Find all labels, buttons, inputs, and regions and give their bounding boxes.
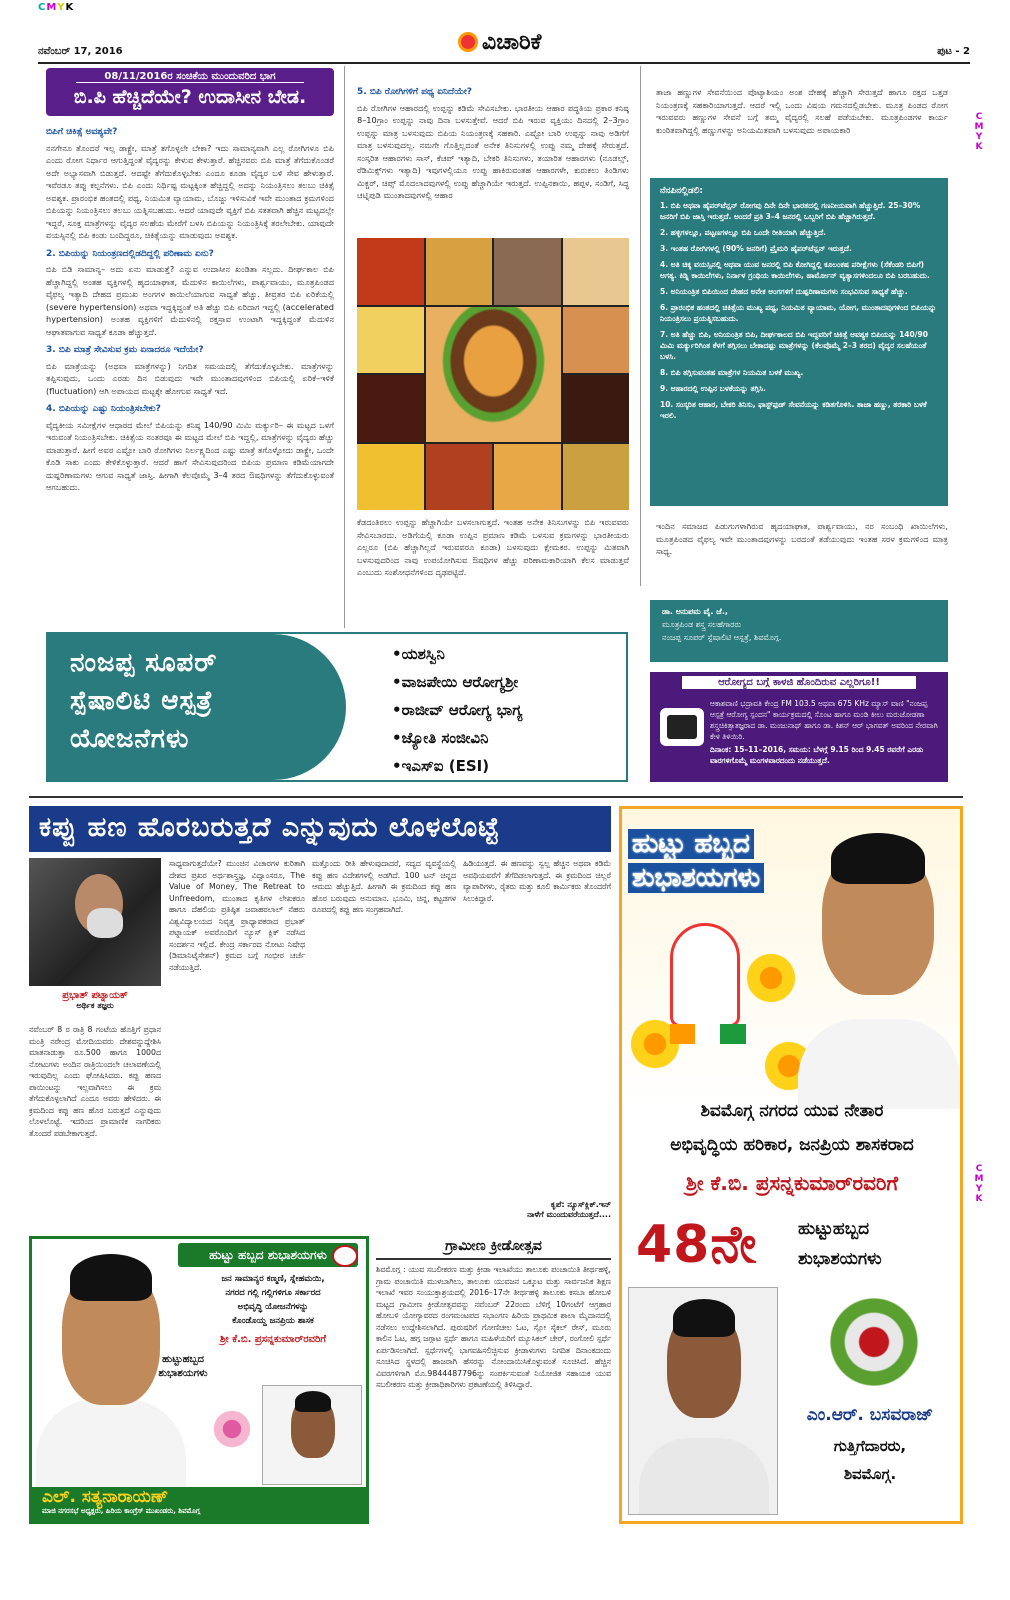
radio-icon	[660, 708, 704, 746]
author-name: ಪ್ರಭಾತ್ ಪಟ್ನಾಯಕ್	[62, 990, 128, 1001]
rural-sports-title: ಗ್ರಾಮೀಣ ಕ್ರೀಡೋತ್ಸವ	[376, 1238, 611, 1260]
continued-note	[463, 1200, 611, 1230]
tribute-line: ನಗರದ ಗಲ್ಲಿ ಗಲ್ಲಿಗಳಿಗೂ ಸರ್ಕಾರದ	[225, 1288, 321, 1298]
leader-name: ಶ್ರೀ ಕೆ.ಬಿ. ಪ್ರಸನ್ನಕುಮಾರ್‌ರವರಿಗೆ	[685, 1171, 899, 1195]
black-money-col2: ಸಾಧ್ಯವಾಗುತ್ತದೆಯೇ? ಮುಂಚಿನ ವಿಚಾರಗಳ ಕುರಿತಾಗಿ ದೇಶದ ಪ್ರಖರ ಅರ್ಥಶಾಸ್ತ್ರಜ್ಞ, ವಿದ್ವಾಂಸರೂ, The Value of Money, The Retreat to Unfreedom, ಮುಂತಾದ ಕೃತಿಗಳ ಲೇಖಕರೂ ಹಾಗೂ ದೆಹಲಿಯ ಪ್ರತಿಷ್ಠಿತ ಜವಾಹರಲಾಲ್ ನೆಹರು ವಿಶ್ವವಿದ್ಯಾಲಯದ ನಿವೃತ್ತ ಪ್ರಾಧ್ಯಾಪಕರಾದ ಪ್ರಭಾತ್ ಪಟ್ನಾಯಕ್ ಅವರೊಂದಿಗೆ ನ್ಯೂಸ್ ಕ್ಲಿಕ್ ನಡೆಸಿದ ಸಂದರ್ಶನ ಇಲ್ಲಿದೆ. ಕೇಂದ್ರ ಸರ್ಕಾರದ ನೋಟು ನಿಷೇಧ (ಡಿಮಾನಿಟೈಸೇಶನ್) ಕ್ರಮದ ಬಗ್ಗೆ ಗಂಭೀರ ಚರ್ಚೆ ನಡೆಯುತ್ತಿದೆ.	[169, 859, 305, 972]
leader-photo	[822, 845, 934, 995]
section-heading: 5. ಬಿಪಿ ರೋಗಿಗಳಿಗೆ ಪಥ್ಯ ಏನಿದೆಯೇ?	[357, 87, 473, 97]
section-text: ನನಗೇನೂ ತೊಂದರೆ ಇಲ್ಲ ಡಾಕ್ಟ್ರೇ, ಮಾತ್ರೆ ತಗೊಳ್ಳಲೇ ಬೇಕಾ? ಇದು ಸಾಮಾನ್ಯವಾಗಿ ಎಲ್ಲ ರೋಗಿಗಳೂ ಬಿಪಿ ಎಂದು ರೋಗ ನಿರ್ಧಾರ ಆಗುತ್ತಿದ್ದಂತೆ ವೈದ್ಯರನ್ನು ಕೇಳುವ ಕೇಳುತ್ತಾರೆ. ಹೆಚ್ಚಿನವರು ಬಿಪಿ ಮಾತ್ರೆ ತೆಗೆದುಕೊಂಡರೆ ಅದೇ ಅಭ್ಯಾಸವಾಗಿ ಬಿಡುತ್ತದೆ. ಆದಷ್ಟೇ ತೆಗೆದುಕೊಳ್ಳಬೇಕು ಎಂದೂ ಕೂಡಾ ವೈದ್ಯರ ಬಳಿ ಸೇವ ಹೇಳುತ್ತಾರೆ. ಇವೆರಡೂ ತಪ್ಪು ಕಲ್ಪನೆಗಳು. ಬಿಪಿ ಎಂದು ನಿರ್ಧಿಷ್ಟ ಮಟ್ಟಕ್ಕಿಂತ ಹೆಚ್ಚಿದ್ದಲ್ಲಿ ಅದನ್ನು ನಿಯಂತ್ರಿಸಲು ತಲಬು ಚಿಕಿತ್ಸೆ ಅವಶ್ಯಕ. ಪ್ರಾರಂಭಿಕ ಹಂತದಲ್ಲಿ ಪಥ್ಯ, ನಿಯಮಿತ ವ್ಯಾಯಾಮ, ಬೊಜ್ಜು ಇಳಿಸುವಿಕೆ ಇವೇ ಮುಂತಾದ ಕ್ರಮಗಳಿಂದ ಬಿಪಿಯನ್ನು ನಿಯಂತ್ರಿಸಲು ತಲಬು ಯತ್ನಿಸಬಹುದು. ಆದರೆ ಯಾವುದೇ ವ್ಯಕ್ತಿಗೆ ಬಿಪಿ ಸತತವಾಗಿ ಹೆಚ್ಚಿನ ಮಟ್ಟದಲ್ಲೇ ಇದ್ದರೆ, ಸೂಕ್ತ ಮಾತ್ರೆಗಳನ್ನು ವೈದ್ಯರ ಸಲಹೆಯ ಮೇರೆಗೆ ಬಳಸಿ ಬಿಪಿಯನ್ನು ನಿಯಂತ್ರಿಸಿಕ್ಕೆ ತರಲೇಬೇಕು. ಯಾವುದೇ ವಯಸ್ಸಿನಲ್ಲಿ ಬಿಪಿ ಕಂಡು ಬಂದಿದ್ದರೂ, ಚಿಕಿತ್ಸೆಯನ್ನು ಮಾಡುವುದು ಅವಶ್ಯಕ.	[46, 142, 334, 240]
section-heading: 3. ಬಿಪಿ ಮಾತ್ರೆ ಸೇವಿಸುವ ಕ್ರಮ ಏನಾದರೂ ಇದೆಯೇ?	[46, 345, 204, 355]
soda-image	[563, 375, 630, 442]
section-text: ಬಿಪಿ ಬಿಡಿ ಸಾಮಾನ್ಯ– ಅದು ಏನು ಮಾಡುತ್ತೆ? ಎನ್ನುವ ಉದಾಸೀನ ಖಂಡಿತಾ ಸಲ್ಲದು. ದೀರ್ಘಕಾಲ ಬಿಪಿ ಹೆಚ್ಚಾಗಿದ್ದಲ್ಲಿ ಅಂತಹ ವ್ಯಕ್ತಿಗಳಲ್ಲಿ ಹೃದಯಾಘಾತ, ಮೆದುಳಿನ ಕಾಯಿಲೆಗಳು, ಪಾರ್ಶ್ವವಾಯು, ಮೂತ್ರಪಿಂಡದ ವೈಫಲ್ಯ ಇತ್ಯಾದಿ ದೇಹದ ಪ್ರಮುಖ ಅಂಗಗಳ ಕಾಯಿಲೆಯಾಗುವ ಸಾಧ್ಯತೆ ಹೆಚ್ಚು. ತೀವ್ರತರ ಬಿಪಿ ಏರಿಕೆಯಲ್ಲಿ (severe hypertension) ಅಥವಾ ಇದ್ದಕ್ಕಿದ್ದಂತೆ ಅತಿ ಹೆಚ್ಚು ಬಿಪಿ ಏರಿದಾಗ ಇದ್ದಲ್ಲಿ (accelerated hypertension) ಅಂತಹ ವ್ಯಕ್ತಿಗಳಿಗೆ ಮೆದುಳಿನಲ್ಲಿ ರಕ್ತಸ್ರಾವ ಉಂಟಾಗಿ ಇದ್ದಕ್ಕಿದ್ದಂತೆ ಮೆದುಳಿನ ಆಘಾತವಾಗುವ ಸಾಧ್ಯತೆ ಕೂಡಾ ಹೆಚ್ಚುತ್ತದೆ.	[46, 264, 334, 337]
scheme-item: •ವಾಜಪೇಯಿ ಆರೋಗ್ಯಶ್ರೀ	[392, 673, 519, 691]
scheme-list	[392, 640, 522, 780]
section-heading: 2. ಬಿಪಿಯನ್ನು ನಿಯಂತ್ರಣದಲ್ಲಿಡದಿದ್ದಲ್ಲಿ ಪರಿಣಾಮ ಏನು?	[46, 248, 214, 259]
scheme-item: •ಜ್ಯೋತಿ ಸಂಜೀವಿನಿ	[392, 729, 489, 747]
author-photo	[29, 858, 161, 986]
side-cmyk-mark-top: C M Y K	[974, 112, 984, 152]
burger-image	[426, 307, 561, 442]
section-text: ಬಿಪಿ ರೋಗಿಗಳ ಆಹಾರದಲ್ಲಿ ಉಪ್ಪನ್ನು ಕಡಿಮೆ ಸೇವಿಸಬೇಕು. ಭಾರತೀಯ ಆಹಾರ ಪದ್ಧತಿಯ ಪ್ರಕಾರ ಕನಿಷ್ಠ 8–10ಗ್ರಾಂ ಉಪ್ಪನ್ನು ನಾವು ದಿನಾ ಬಳಸುತ್ತೇವೆ. ಆದರೆ ಬಿಪಿ ಇರುವ ವ್ಯಕ್ತಿಯು ದಿನದಲ್ಲಿ 2–3ಗ್ರಾಂ ಉಪ್ಪನ್ನು ಮಾತ್ರ ಬಳಸುವುದು ಬಿಪಿಯ ನಿಯಂತ್ರಣಕ್ಕೆ ಸಹಕಾರಿ. ಎಷ್ಟೋ ಬಾರಿ ಉಪ್ಪನ್ನು ನಾವು ಅಡಿಗೆಗೆ ಮಾತ್ರ ಬಳಸುವುದಲ್ಲ. ನಮಗೇ ಗೊತ್ತಿಲ್ಲದಂತೆ ಅನೇಕ ತಿನಿಸುಗಳಲ್ಲಿ ಉಪ್ಪು ನಮ್ಮ ದೇಹಕ್ಕೆ ಸೇರುತ್ತದೆ. ಸಂಸ್ಕರಿತ ಆಹಾರಗಳು ಸಾಸ್, ಕೆಚಪ್ ಇತ್ಯಾದಿ, ಬೇಕರಿ ತಿನಿಸುಗಳು, ತಯಾರಿತ ಆಹಾರಗಳು (ನೂಡಲ್ಸ್, ರೆಡಿಮಿಕ್ಸ್‌ಗಳು ಇತ್ಯಾದಿ) ಇವುಗಳಲ್ಲಿಯೂ ಉಪ್ಪು ಹಾಕಿರುವಂತಹ ಆಹಾರಗಳೇ, ಕುರುಕಲು ತಿಂಡಿಗಳು ಮಿಕ್ಚರ್, ಚಿಪ್ಸ್ ಮೊದಲಾದವುಗಳಲ್ಲಿ ಉಪ್ಪು ಹೆಚ್ಚಾಗಿಯೇ ಇರುತ್ತದೆ. ಉಪ್ಪಿನಕಾಯಿ, ಹಪ್ಪಳ, ಸಂಡಿಗೆ, ಸಿದ್ಧ ಚಟ್ನಿಪುಡಿ ಮುಂತಾದವುಗಳಲ್ಲಿ ಆಹಾರ	[357, 102, 629, 200]
remember-item: 1. ಬಿಪಿ ಅಥವಾ ಹೈಪರ್‌ಟೆನ್ಷನ್ ರೋಗವು ದಿನೇ ದಿನೇ ಭಾರತದಲ್ಲಿ ಗಣನೀಯವಾಗಿ ಹೆಚ್ಚುತ್ತಿದೆ. 25–30% ಜನರಿಗೆ ಬಿಪಿ ಜಾಸ್ತಿ ಇರುತ್ತದೆ. ಅಂದರೆ ಪ್ರತಿ 3–4 ಜನರಲ್ಲಿ ಒಬ್ಬರಿಗೆ ಬಿಪಿ ಹೆಚ್ಚಾಗಿರುತ್ತದೆ.	[660, 201, 921, 221]
section-divider	[29, 796, 963, 798]
masthead	[38, 30, 970, 64]
remember-item: 8. ಬಿಪಿ ತಗ್ಗಿಸುವಂತಹ ಮಾತ್ರೆಗಳ ನಿಯಮಿತ ಬಳಕೆ ಮುಖ್ಯ.	[660, 368, 804, 377]
nanjappa-hospital-ad	[46, 632, 628, 782]
pizza-image	[357, 238, 424, 305]
radio-details: ಆಕಾಶವಾಣಿ ಭದ್ರಾವತಿ ಕೇಂದ್ರ FM 103.5 ಅಥವಾ 675 KHz ಮ್ಯಾಸ್ ವಾಣಿ "ನಂಜಪ್ಪ ಆಸ್ಪತ್ರೆ ಆರೋಗ್ಯ ಸ್ಪಂದನ" ಕಾರ್ಯಕ್ರಮದಲ್ಲಿ ಸೊಂಟ ಹಾಗೂ ಮಂಡಿ ಕೀಲು ಮರುಜೋಡಣಾ ಶಸ್ತ್ರಚಿಕಿತ್ಸಾತಜ್ಞರಾದ ಡಾ. ಮಂಜುನಾಥ್ ಹಾಗೂ ಡಾ. ಕಿಶನ್ ಆರ್ ಭಾಗವತ್ ಅವರಿಂದ ನೇರವಾಗಿ ಕೇಳಿ ತಿಳಿಯಿರಿ.	[710, 699, 938, 741]
scheme-item: •ಯಶಸ್ವಿನಿ	[392, 645, 445, 663]
cola-image	[357, 375, 424, 442]
column-divider	[344, 66, 345, 628]
remember-item: 5. ಅನಿಯಂತ್ರಿತ ಬಿಪಿಯಿಂದ ದೇಹದ ಅನೇಕ ಅಂಗಗಳಿಗೆ ದುಷ್ಪರಿಣಾಮಗಳು ಸಂಭವಿಸುವ ಸಾಧ್ಯತೆ ಹೆಚ್ಚು.	[660, 287, 908, 296]
radio-schedule: ದಿನಾಂಕ: 15–11–2016, ಸಮಯ: ಬೆಳಗ್ಗೆ 9.15 ರಿಂದ 9.45 ರವರೆಗೆ ಎರಡು ವಾರಗಳಿಗೊಮ್ಮೆ ಮಂಗಳವಾರದಂದು ನಡೆಯುತ್ತದೆ.	[710, 745, 924, 765]
doctor-role: ಮೂತ್ರಪಿಂಡ ಶಸ್ತ್ರ ಸಲಹೆಗಾರರು	[662, 620, 742, 629]
logo-icon	[458, 32, 478, 52]
scheme-item: •ರಾಜೀವ್ ಆರೋಗ್ಯ ಭಾಗ್ಯ	[392, 701, 523, 719]
sender-name: ಎಲ್. ಸತ್ಯನಾರಾಯಣ್	[42, 1487, 169, 1507]
radio-program-box	[650, 672, 948, 782]
congress-hand-icon	[332, 1245, 358, 1267]
fries-image	[357, 444, 424, 511]
doctor-credit	[650, 600, 948, 662]
sender-block	[32, 1487, 366, 1521]
section-heading: 4. ಬಿಪಿಯನ್ನು ಎಷ್ಟು ನಿಯಂತ್ರಿಸಬೇಕು?	[46, 404, 161, 414]
fried-food-image	[494, 444, 561, 511]
issue-date: ನವೆಂಬರ್ 17, 2016	[38, 46, 123, 57]
sender-place: ಶಿವಮೊಗ್ಗ.	[843, 1465, 897, 1483]
snacks-image	[563, 444, 630, 511]
doctor-name: ಡಾ. ಅನುಪಮ ವೈ. ಜೆ.,	[662, 607, 728, 616]
doctor-hospital: ನಂಜಪ್ಪ ಸೂಪರ್ ಸ್ಪೆಷಾಲಿಟಿ ಆಸ್ಪತ್ರೆ, ಶಿವಮೊಗ್ಗ.	[662, 633, 782, 642]
junk-food-photo	[357, 238, 629, 510]
black-money-col3: ಮತ್ತೊಂದು ರೀತಿ ಹೇಳುವುದಾದರೆ, ಸದ್ಯದ ವ್ಯವಸ್ಥೆಯಲ್ಲಿ ಕಪ್ಪು ಹಣ ವಿದೇಶಗಳಲ್ಲಿ ಅಡಗಿದೆ. 100 ಟನ್ ಚಿನ್ನದ ಆಮದು ಹೆಚ್ಚುತ್ತಿದೆ. ಹೀಗಾಗಿ ಈ ಕ್ರಮದಿಂದ ಕಪ್ಪು ಹಣ ಹೊರ ಬರುವುದು ಅನುಮಾನ. ಭೂಮಿ, ಚಿನ್ನ, ಕಟ್ಟಡಗಳ ರೂಪದಲ್ಲಿ ಕಪ್ಪು ಹಣ ಸಂಗ್ರಹವಾಗಿದೆ.	[312, 859, 456, 914]
black-money-headline: ಕಪ್ಪು ಹಣ ಹೊರಬರುತ್ತದೆ ಎನ್ನುವುದು ಲೊಳಲೊಟ್ಟೆ	[29, 806, 611, 852]
remember-item: 2. ಹಳ್ಳಿಗಳಲ್ಲೂ, ಪಟ್ಟಣಗಳಲ್ಲೂ ಬಿಪಿ ಒಂದೇ ರೀತಿಯಾಗಿ ಹೆಚ್ಚುತ್ತಿದೆ.	[660, 228, 826, 237]
remember-item: 9. ಆಹಾರದಲ್ಲಿ ಉಪ್ಪಿನ ಬಳಕೆಯನ್ನು ತಗ್ಗಿಸಿ.	[660, 384, 766, 393]
tribute-line: ಜನ ಸಾಮಾನ್ಯರ ಕಣ್ಮಣಿ, ಸ್ನೇಹಮಯಿ,	[221, 1274, 325, 1284]
black-money-col1: ನವೆಂಬರ್ 8 ರ ರಾತ್ರಿ 8 ಗಂಟೆಯ ಹೊತ್ತಿಗೆ ಪ್ರಧಾನ ಮಂತ್ರಿ ನರೇಂದ್ರ ಮೋದಿಯವರು ದೇಶವನ್ನುದ್ದೇಶಿಸಿ ಮಾತನಾಡುತ್ತಾ ರೂ.500 ಹಾಗೂ 1000ದ ನೋಟುಗಳು ಅಂದಿನ ರಾತ್ರಿಯಿಂದಲೇ ಚಲಾವಣೆಯಲ್ಲಿ ಇರುವುದಿಲ್ಲ ಎಂದು ಘೋಷಿಸಿದರು. ಕಪ್ಪು ಹಣದ ಪಾಯಿಂಟನ್ನು ಇಲ್ಲವಾಗಿಸಲು ಈ ಕ್ರಮ ತೆಗೆದುಕೊಳ್ಳಲಾಗಿದೆ ಎಂದೂ ಅವರು ಹೇಳಿದರು. ಈ ಕ್ರಮದಿಂದ ಕಪ್ಪು ಹಣ ಹೊರ ಬರುತ್ತದೆ ಎನ್ನುವುದು ಲೊಳಲೊಟ್ಟೆ. ಇದರಿಂದ ಪ್ರಾಮಾಣಿಕ ನಾಗರಿಕರು ತೊಂದರೆ ಪಡಬೇಕಾಗುತ್ತದೆ.	[29, 1025, 161, 1138]
leader-name: ಶ್ರೀ ಕೆ.ಬಿ. ಪ್ರಸನ್ನಕುಮಾರ್‌ರವರಿಗೆ	[219, 1334, 327, 1345]
remember-item: 10. ಸಂಸ್ಕರಿತ ಆಹಾರ, ಬೇಕರಿ ತಿನಿಸು, ಫಾಸ್ಟ್‌ಫುಡ್ ಸೇವನೆಯನ್ನು ಕಡಿತಗೊಳಿಸಿ. ತಾಜಾ ಹಣ್ಣು, ತರಕಾರಿ ಬಳಕೆ ಇರಲಿ.	[660, 400, 927, 420]
tribute-line: ಅಭಿವೃದ್ಧಿಯ ಹರಿಕಾರ, ಜನಪ್ರಿಯ ಶಾಸಕರಾದ	[670, 1135, 914, 1155]
remember-item: 3. ಇಂತಹ ರೋಗಿಗಳಲ್ಲಿ (90% ಜನರಿಗೆ) ಪ್ರೈಮರಿ ಹೈಪರ್‌ಟೆನ್ಷನ್ ಇರುತ್ತದೆ.	[660, 244, 852, 253]
popcorn-image	[563, 238, 630, 305]
flower-icon	[744, 951, 798, 1005]
continued-tomorrow: ನಾಳೆಗೆ ಮುಂದುವರೆಯುತ್ತದೆ....	[527, 1210, 611, 1219]
bp-article-title-box	[46, 68, 334, 116]
bp-article-col2	[357, 86, 629, 236]
tribute-line: ಕೊಂಡೊಯ್ದ ಜನಪ್ರಿಯ ಶಾಸಕ	[232, 1316, 314, 1326]
section-text: ಬಿಪಿ ಮಾತ್ರೆಯನ್ನು (ಅಥವಾ ಮಾತ್ರೆಗಳನ್ನು) ನಿಗದಿತ ಸಮಯದಲ್ಲಿ ತೆಗೆದುಕೊಳ್ಳಬೇಕು. ಮಾತ್ರೆಗಳನ್ನು ತಪ್ಪಿಸುವುದು, ಒಂದು ಎರಡು ದಿನ ಬಿಡುವುದು ಇವೇ ಮುಂತಾದವುಗಳಿಂದ ಬಿಪಿಯಲ್ಲಿ ಏರಿಕೆ–ಇಳಿಕೆ (fluctuation) ಆಗಿ ಅಪಾಯದ ಮಟ್ಟಕ್ಕೇ ಹೋಗುವ ಸಾಧ್ಯತೆ ಇದೆ.	[46, 360, 334, 396]
chips-image	[357, 307, 424, 374]
cmyk-mark: CMYK	[38, 2, 75, 13]
source-credit: ಕೃಪೆ: ನ್ಯೂಸ್‌ಕ್ಲಿಕ್.ಇನ್	[550, 1200, 611, 1209]
radio-heading: ಆರೋಗ್ಯದ ಬಗ್ಗೆ ಕಾಳಜಿ ಹೊಂದಿರುವ ಎಲ್ಲರಿಗೂ!!	[682, 676, 916, 689]
bp-article-col1	[46, 120, 334, 628]
bp-article-conclusion: ಇಂದಿನ ಸಮಾಜದ ಪಿಡುಗುಗಳಾಗಿರುವ ಹೃದಯಾಘಾತ, ಪಾರ್ಶ್ವವಾಯು, ನರ ಸಂಬಂಧಿ ಖಾಯಿಲೆಗಳು, ಮೂತ್ರಪಿಂಡದ ವೈಫಲ್ಯ ಇವೇ ಮುಂತಾದವುಗಳನ್ನು ಬರದಂತೆ ತಡೆಯುವುದು ಇಂತಹ ಸರಳ ಕ್ರಮಗಳಿಂದ ಮಾತ್ರ ಸಾಧ್ಯ.	[656, 521, 948, 556]
sender-photo	[628, 1287, 778, 1515]
newspaper-logo: ವಿಚಾರಿಕೆ	[458, 30, 541, 55]
drink-image	[494, 238, 561, 305]
tribute-line: ಅಭಿವೃದ್ಧಿ ಯೋಜನೆಗಳನ್ನು	[237, 1302, 309, 1312]
hospital-name-panel	[48, 634, 346, 780]
sender-role: ಗುತ್ತಿಗೆದಾರರು,	[833, 1437, 907, 1455]
remember-item: 7. ಅತಿ ಹೆಚ್ಚು ಬಿಪಿ, ಅನಿಯಂತ್ರಿತ ಬಿಪಿ, ದೀರ್ಘಕಾಲದ ಬಿಪಿ ಇದ್ದವರಿಗೆ ಚಿಕಿತ್ಸೆ ಅವಶ್ಯಕ ಬಿಪಿಯನ್ನು 140/90 ಮಿಮಿ ಮರ್ಕ್ಯುರಿಗಿಂತ ಕೆಳಗೆ ತಗ್ಗಿಸಲು ಬೇಕಾದಷ್ಟು ಮಾತ್ರೆಗಳನ್ನು (ಕೆಲವೊಮ್ಮೆ 2–3 ತರದ) ವೈದ್ಯರ ಸಲಹೆಯಂತೆ ಬಳಸಿ.	[660, 330, 928, 361]
remember-item: 6. ಪ್ರಾರಂಭಿಕ ಹಂತದಲ್ಲಿ ಚಿಕಿತ್ಸೆಯ ಮುಖ್ಯ ಪಥ್ಯ, ನಿಯಮಿತ ವ್ಯಾಯಾಮ, ಯೋಗ, ಮುಂತಾದವುಗಳಿಂದ ಬಿಪಿಯನ್ನು ನಿಯಂತ್ರಿಸಲು ಪ್ರಯತ್ನಿಸಬಹುದು.	[660, 303, 937, 323]
column-divider	[640, 66, 641, 586]
bp-article-col2-after: ಕೆಡದಂತಿರಲು ಉಪ್ಪನ್ನು ಹೆಚ್ಚಾಗಿಯೇ ಬಳಸಲಾಗುತ್ತದೆ. ಇಂತಹ ಅನೇಕ ತಿನಿಸುಗಳನ್ನು ಬಿಪಿ ಇರುವವರು ಸೇವಿಸಬಾರದು. ಅಡಿಗೆಯಲ್ಲಿ ಕೂಡಾ ಉಪ್ಪಿನ ಪ್ರಮಾಣ ಕಡಿಮೆ ಬಳಸುವ ಕ್ರಮಗಳನ್ನು ಭಾರತೀಯರು ಎಲ್ಲರೂ (ಬಿಪಿ ಹೆಚ್ಚಾಗಿಲ್ಲದೆ ಇರುವವರೂ ಕೂಡಾ) ಬಳಸುವುದು ಕ್ಷೇಮಕರ. ಉಪ್ಪನ್ನು ಮಿತವಾಗಿ ಬಳಸುವುದರಿಂದ ನಾವು ಉಪಯೋಗಿಸುವ ಔಷಧಿಗಳ ಹೆಚ್ಚು ಪರಿಣಾಮಕಾರಿಯಾಗಿ ಕೆಲಸ ಮಾಡುತ್ತವೆ ಎಂಬುದು ಸಂಶೋಧನೆಗಳಿಂದ ದೃಢಪಟ್ಟಿದೆ.	[357, 517, 629, 577]
birthday-word: ಹುಟ್ಟುಹಬ್ಬದ	[798, 1219, 870, 1239]
hospital-name-line: ಯೋಜನೆಗಳು	[70, 724, 190, 754]
hospital-name-line: ಸ್ಪೆಷಾಲಿಟಿ ಆಸ್ಪತ್ರೆ	[70, 686, 214, 716]
snack-image	[426, 238, 493, 305]
tribute-line: ಶಿವಮೊಗ್ಗ ನಗರದ ಯುವ ನೇತಾರ	[700, 1101, 884, 1121]
leader-photo	[62, 1265, 160, 1405]
bp-article-col3-top: ತಾಜಾ ಹಣ್ಣುಗಳ ಸೇವನೆಯಿಂದ ಪೊಟ್ಯಾಶಿಯಂ ಅಂಶ ದೇಹಕ್ಕೆ ಹೆಚ್ಚಾಗಿ ಸೇರುತ್ತದೆ ಹಾಗೂ ರಕ್ತದ ಒತ್ತಡ ನಿಯಂತ್ರಣಕ್ಕೆ ಸಹಕಾರಿಯಾಗುತ್ತದೆ. ಆದರೆ ಇಲ್ಲಿ ಒಂದು ವಿಷಯ ಗಮನದಲ್ಲಿಡಬೇಕು. ಮೂತ್ರ ಪಿಂಡದ ರೋಗ ಇರುವವರು ಹಣ್ಣುಗಳ ಸೇವನೆ ಬಗ್ಗೆ ತಮ್ಮ ವೈದ್ಯರಲ್ಲಿ ಸಲಹೆ ಪಡೆಯಬೇಕು. ಮೂತ್ರಪಿಂಡಗಳ ಕಾರ್ಯ ಕುಂಠಿತವಾಗಿದ್ದಲ್ಲಿ ಹಣ್ಣುಗಳನ್ನು ಅನಿಯಮಿತವಾಗಿ ಬಳಸುವುದು ಅಪಾಯಕಾರಿ	[656, 87, 948, 135]
wishes-word: ಶುಭಾಶಯಗಳು	[798, 1249, 882, 1269]
birthday-word: ಹುಟ್ಟುಹಬ್ಬದ	[162, 1354, 204, 1365]
bouquet-image	[822, 1293, 926, 1391]
sender-photo	[262, 1385, 362, 1485]
scheme-item: •ಇಎಸ್‌ಐ (ESI)	[392, 757, 490, 775]
bp-article-title: ಬಿ.ಪಿ ಹೆಚ್ಚಿದೆಯೇ? ಉದಾಸೀನ ಬೇಡ.	[73, 86, 307, 108]
rural-sports-text: ಶಿವಮೊಗ್ಗ : ಯುವ ಸಬಲೀಕರಣ ಮತ್ತು ಕ್ರೀಡಾ ಇಲಾಖೆಯು ತಾಲೂಕು ಪಂಚಾಯಿತಿ ತೀರ್ಥಹಳ್ಳಿ, ಗ್ರಾಮ ಪಂಚಾಯಿತಿ ಮುಳಬಾಗಿಲು, ತಾಲೂಕು ಯುವಜನ ಒಕ್ಕೂಟ ಮತ್ತು ಸಾರ್ವಜನಿಕ ಶಿಕ್ಷಣ ಇಲಾಖೆ ಇವರ ಸಂಯುಕ್ತಾಶ್ರಯದಲ್ಲಿ 2016–17ನೇ ತೀರ್ಥಹಳ್ಳಿ ತಾಲೂಕು ಕಸಬಾ ಹೋಬಳಿ ಮಟ್ಟದ ಗ್ರಾಮೀಣ ಕ್ರೀಡೋತ್ಸವವನ್ನು ನವೆಂಬರ್ 22ರಂದು ಬೆಳಿಗ್ಗೆ 10ಗಂಟೆಗೆ ಆಗ್ರಹಾರ ಹೋಬಳಿ ಯೋಗ್ಯಾವರದ ರಂಗಮಂಟಪದ ಸಭಾಂಗಣ ಹಿರಿಯ ಪ್ರಾಥಮಿಕ ಶಾಲಾ ಮೈದಾನದಲ್ಲಿ ನಡೆಸಲು ಉದ್ದೇಶಿಸಲಾಗಿದೆ. ಪುರುಷರಿಗೆ ಗೋಣಿಚೀಲ ಓಟ, ಸ್ಲೋ ಸೈಕಲ್ ರೇಸ್, ಮೂರು ಕಾಲಿನ ಓಟ, ಹಗ್ಗ ಜಗ್ಗಾಟ ಸ್ಪರ್ಧೆ ಹಾಗೂ ಮಹಿಳೆಯರಿಗೆ ಮ್ಯೂಸಿಕಲ್ ಚೇರ್, ರಂಗೋಲಿ ಸ್ಪರ್ಧೆ ಏರ್ಪಡಿಸಲಾಗಿದೆ. ಸ್ಪರ್ಧೆಗಳಲ್ಲಿ ಭಾಗವಹಿಸಲಿಚ್ಛಿಸುವ ಕ್ರೀಡಾಳುಗಳು ನಿಗದಿತ ದಿನಾಂಕದಂದು ಸೂಚಿಸಿದ ಸ್ಥಳದಲ್ಲಿ ಹಾಜರಾಗಿ ಹೆಸರನ್ನು ನೋಂದಾಯಿಸಿಕೊಳ್ಳುವಂತೆ ಸೂಚಿಸಿದೆ. ಹೆಚ್ಚಿನ ವಿವರಗಳಿಗಾಗಿ ಮೊ.9844487796ನ್ನು ಸಂಪರ್ಕಿಸುವಂತೆ ನಿಯೋಜಿತ ಸಹಾಯಕ ಯುವ ಸಬಲೀಕರಣ ಮತ್ತು ಕ್ರೀಡಾಧಿಕಾರಿಗಳು ಪ್ರಕಟಣೆಯಲ್ಲಿ ತಿಳಿಸಿದ್ದಾರೆ.	[376, 1265, 611, 1389]
birthday-ad-right	[619, 806, 963, 1524]
page-number: ಪುಟ - 2	[937, 46, 970, 57]
remember-title: ನೆನಪಿನಲ್ಲಿಡಲಿ:	[660, 186, 704, 196]
birthday-ad-left	[29, 1236, 369, 1524]
section-text: ವೈದ್ಯಕೀಯ ಸಮೀಕ್ಷೆಗಳ ಆಧಾರದ ಮೇಲೆ ಬಿಪಿಯನ್ನು ಕನಿಷ್ಠ 140/90 ಮಿಮಿ ಮರ್ಕ್ಯುರಿ– ಈ ಮಟ್ಟದ ಒಳಗೆ ಇರುವಂತೆ ನಿಯಂತ್ರಿಸಬೇಕು. ಚಿಕಿತ್ಸೆಯ ನಂತರವೂ ಈ ಮಟ್ಟದ ಮೇಲೆ ಬಿಪಿ ಇದ್ದಲ್ಲಿ, ಮಾತ್ರೆಗಳನ್ನು ವೈದ್ಯರು ಹೆಚ್ಚು ಮಾಡುತ್ತಾರೆ. ಹೀಗೆ ಅವರ ಎಷ್ಟೋ ಬಾರಿ ರೋಗಿಗಳು ನಿರ್ಲಕ್ಷ್ಯದಿಂದ ಎಷ್ಟು ಮಾತ್ರೆ ತಗೊಳ್ಳೋದು ಡಾಕ್ಟ್ರೇ, ಒಂದೇ ಕೊಡಿ ಸಾಕು ಎಂದು ಕೇಳಿಕೊಳ್ಳುತ್ತಾರೆ. ಆದರೆ ಹಾಗೆ ಸೇವಿಸುವುದರಿಂದ ಬಿಪಿಯ ಪ್ರಮಾಣ ಕಡಿಮೆಯಾಗದೇ ದುಷ್ಪರಿಣಾಮಗಳು ಆಗುವ ಸಾಧ್ಯತೆ ಜಾಸ್ತಿ. ಹೀಗಾಗಿ ಕೆಲವೊಮ್ಮೆ 3–4 ತರದ ಔಷಧಿಗಳನ್ನು ತೆಗೆದುಕೊಳ್ಳುವಂತೆ ಆಗಬಹುದು.	[46, 419, 334, 492]
wishes-word: ಶುಭಾಶಯಗಳು	[158, 1368, 208, 1379]
leader-shirt	[798, 1019, 960, 1109]
continued-note: 08/11/2016ರ ಸಂಚಿಕೆಯ ಮುಂದುವರಿದ ಭಾಗ	[76, 68, 304, 83]
section-heading: ಬಿಪಿಗೆ ಚಿಕಿತ್ಸೆ ಅವಶ್ಯವೇ?	[46, 127, 118, 137]
remember-box	[650, 178, 948, 506]
black-money-col4: ಹಿಡಿಯುತ್ತದೆ. ಈ ಹಣವನ್ನು ಸ್ವಲ್ಪ ಹೆಚ್ಚಿನ ಅಥವಾ ಕಡಿಮೆ ಅವಧಿಯವರೆಗೆ ತೆಗೆದಿಡಲಾಗುತ್ತದೆ. ಈ ಕ್ರಮದಿಂದ ಚಿಲ್ಲರೆ ವ್ಯಾಪಾರಿಗಳು, ರೈತರು ಮತ್ತು ಕೂಲಿ ಕಾರ್ಮಿಕರು ತೊಂದರೆಗೆ ಸಿಲುಕಿದ್ದಾರೆ.	[463, 859, 611, 903]
age-number: 48ನೇ	[636, 1215, 758, 1275]
hospital-name-line: ನಂಜಪ್ಪ ಸೂಪರ್	[70, 648, 218, 678]
author-byline	[29, 990, 161, 1020]
birthday-greeting-title: ಹುಟ್ಟು ಹಬ್ಬದ ಶುಭಾಶಯಗಳು	[628, 827, 764, 895]
bouquet-image	[210, 1409, 254, 1449]
rural-sports-article	[376, 1238, 611, 1524]
sender-role: ಮಾಜಿ ನಗರಸಭೆ ಅಧ್ಯಕ್ಷರು, ಹಿರಿಯ ಕಾಂಗ್ರೆಸ್ ಮುಖಂಡರು, ಶಿವಮೊಗ್ಗ	[42, 1507, 201, 1515]
pizza-slice-image	[426, 444, 493, 511]
birthday-title: ಹುಟ್ಟು ಹಬ್ಬದ ಶುಭಾಶಯಗಳು	[178, 1243, 358, 1267]
nuggets-image	[563, 307, 630, 374]
author-role: ಅರ್ಥಿಕ ತಜ್ಞರು	[76, 1001, 114, 1010]
congress-hand-icon	[670, 923, 740, 1027]
remember-item: 4. ಅತಿ ಚಿಕ್ಕ ವಯಸ್ಸಿನಲ್ಲಿ ಅಥವಾ ಯುವ ಜನರಲ್ಲಿ ಬಿಪಿ ಕೋಗಿದ್ದಲ್ಲಿ ಕೂಲಂಕಷ ಪರೀಕ್ಷೆಗಳು (ಸೆಕೆಂಡರಿ ಬಿಪಿಗೆ) ಅಗತ್ಯ. ಕಿಡ್ನಿ ಕಾಯಿಲೆಗಳು, ನಿರ್ನಾಳ ಗ್ರಂಥಿಯ ಕಾಯಿಲೆಗಳು, ಹಾರ್ಮೋನ್ ವ್ಯತ್ಯಾಸಗಳಿಂದಲೂ ಬಿಪಿ ಬರಬಹುದು.	[660, 260, 930, 280]
side-cmyk-mark-bottom: C M Y K	[974, 1164, 984, 1204]
sender-name: ಎಂ.ಆರ್. ಬಸವರಾಜ್	[806, 1405, 934, 1425]
